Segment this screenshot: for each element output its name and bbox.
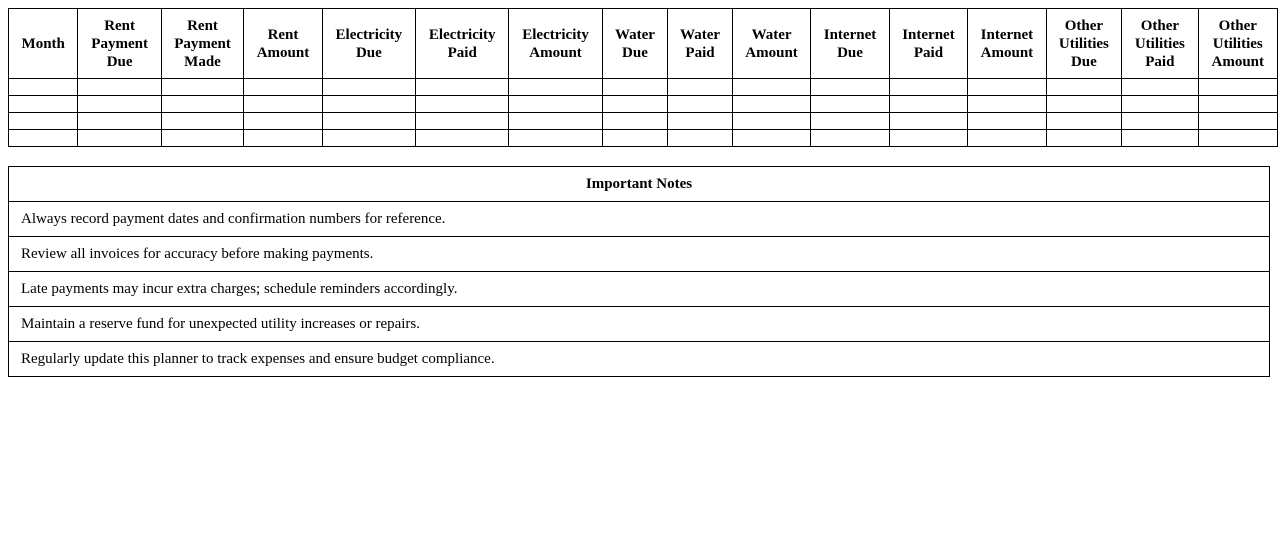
table-cell xyxy=(161,79,243,96)
col-header-rent-payment-made: Rent Payment Made xyxy=(161,9,243,79)
table-cell xyxy=(1198,130,1277,147)
table-row xyxy=(9,130,1278,147)
table-row xyxy=(9,79,1278,96)
col-header-water-paid: Water Paid xyxy=(668,9,733,79)
note-text: Review all invoices for accuracy before making payments. xyxy=(9,237,1270,272)
table-cell xyxy=(9,79,78,96)
note-row xyxy=(9,307,1270,342)
table-cell xyxy=(811,96,889,113)
col-header-rent-amount: Rent Amount xyxy=(244,9,322,79)
table-cell xyxy=(732,113,810,130)
table-cell xyxy=(244,96,322,113)
planner-body xyxy=(9,79,1278,147)
table-cell xyxy=(78,96,161,113)
col-header-other-utilities-due: Other Utilities Due xyxy=(1046,9,1122,79)
notes-title: Important Notes xyxy=(9,167,1270,202)
table-cell xyxy=(509,96,602,113)
col-header-electricity-due: Electricity Due xyxy=(322,9,415,79)
planner-header-row xyxy=(9,9,1278,79)
col-header-rent-payment-due: Rent Payment Due xyxy=(78,9,161,79)
table-cell xyxy=(322,79,415,96)
table-cell xyxy=(732,79,810,96)
table-cell xyxy=(1122,79,1198,96)
important-notes-table xyxy=(8,166,1270,377)
table-cell xyxy=(509,79,602,96)
table-cell xyxy=(161,96,243,113)
table-cell xyxy=(668,113,733,130)
table-cell xyxy=(509,113,602,130)
table-cell xyxy=(1046,130,1122,147)
table-cell xyxy=(244,113,322,130)
note-text: Late payments may incur extra charges; schedule reminders accordingly. xyxy=(9,272,1270,307)
table-cell xyxy=(889,130,967,147)
col-header-electricity-paid: Electricity Paid xyxy=(416,9,509,79)
table-cell xyxy=(1046,113,1122,130)
table-cell xyxy=(322,96,415,113)
table-cell xyxy=(1198,113,1277,130)
table-cell xyxy=(9,113,78,130)
col-header-water-due: Water Due xyxy=(602,9,667,79)
payment-planner-table xyxy=(8,8,1278,147)
col-header-internet-due: Internet Due xyxy=(811,9,889,79)
table-cell xyxy=(416,113,509,130)
table-cell xyxy=(161,130,243,147)
table-cell xyxy=(244,130,322,147)
table-row xyxy=(9,96,1278,113)
col-header-internet-amount: Internet Amount xyxy=(968,9,1046,79)
table-cell xyxy=(1122,130,1198,147)
table-cell xyxy=(322,113,415,130)
table-cell xyxy=(668,130,733,147)
notes-container xyxy=(8,166,1270,377)
table-row xyxy=(9,113,1278,130)
table-cell xyxy=(78,79,161,96)
table-cell xyxy=(968,113,1046,130)
table-cell xyxy=(9,130,78,147)
table-cell xyxy=(1198,96,1277,113)
table-cell xyxy=(244,79,322,96)
table-cell xyxy=(416,96,509,113)
table-cell xyxy=(602,130,667,147)
table-cell xyxy=(732,96,810,113)
table-cell xyxy=(668,79,733,96)
table-cell xyxy=(9,96,78,113)
col-header-other-utilities-paid: Other Utilities Paid xyxy=(1122,9,1198,79)
table-cell xyxy=(968,96,1046,113)
table-cell xyxy=(78,113,161,130)
table-cell xyxy=(811,79,889,96)
table-cell xyxy=(1046,79,1122,96)
note-text: Always record payment dates and confirmation numbers for reference. xyxy=(9,202,1270,237)
table-cell xyxy=(161,113,243,130)
table-cell xyxy=(811,113,889,130)
note-row xyxy=(9,202,1270,237)
table-cell xyxy=(78,130,161,147)
col-header-water-amount: Water Amount xyxy=(732,9,810,79)
col-header-electricity-amount: Electricity Amount xyxy=(509,9,602,79)
table-cell xyxy=(416,79,509,96)
table-cell xyxy=(322,130,415,147)
table-cell xyxy=(602,113,667,130)
table-cell xyxy=(1046,96,1122,113)
table-cell xyxy=(1122,96,1198,113)
table-cell xyxy=(732,130,810,147)
planner-table-container xyxy=(8,8,1278,147)
col-header-month: Month xyxy=(9,9,78,79)
note-text: Maintain a reserve fund for unexpected utility increases or repairs. xyxy=(9,307,1270,342)
table-cell xyxy=(602,79,667,96)
col-header-other-utilities-amount: Other Utilities Amount xyxy=(1198,9,1277,79)
table-cell xyxy=(889,96,967,113)
table-cell xyxy=(602,96,667,113)
note-row xyxy=(9,342,1270,377)
table-cell xyxy=(968,79,1046,96)
col-header-internet-paid: Internet Paid xyxy=(889,9,967,79)
note-row xyxy=(9,272,1270,307)
note-row xyxy=(9,237,1270,272)
table-cell xyxy=(889,113,967,130)
table-cell xyxy=(968,130,1046,147)
table-cell xyxy=(1122,113,1198,130)
table-cell xyxy=(416,130,509,147)
notes-header-row xyxy=(9,167,1270,202)
table-cell xyxy=(811,130,889,147)
table-cell xyxy=(509,130,602,147)
table-cell xyxy=(1198,79,1277,96)
table-cell xyxy=(668,96,733,113)
note-text: Regularly update this planner to track expenses and ensure budget compliance. xyxy=(9,342,1270,377)
table-cell xyxy=(889,79,967,96)
